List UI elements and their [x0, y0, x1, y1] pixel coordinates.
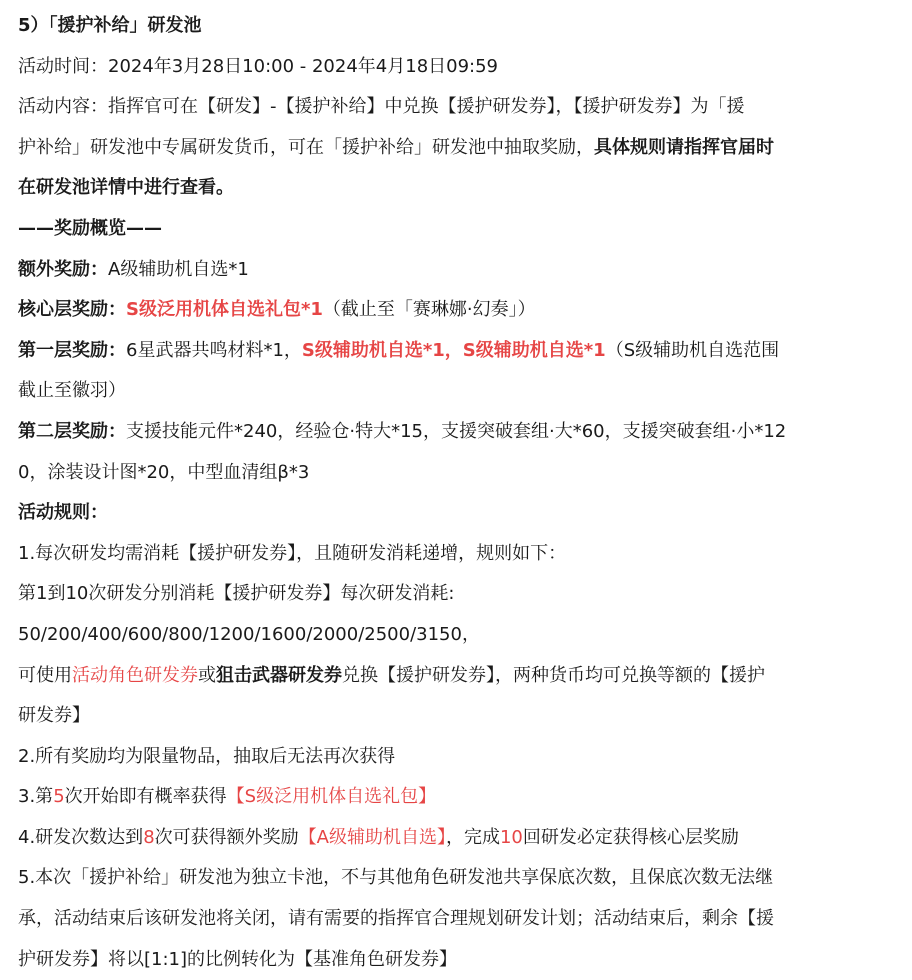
first-layer-reward: [18, 331, 894, 372]
rule-1-exchange-prefix: 可使用: [18, 664, 72, 686]
rule-3-middle: 次开始即有概率获得: [64, 786, 227, 808]
rules-heading: 活动规则：: [18, 502, 108, 524]
rule-1-cost-intro: 第1到10次研发分别消耗【援护研发券】每次研发消耗:: [18, 583, 455, 605]
reward-overview-heading: ——奖励概览——: [18, 217, 162, 239]
rule-1-exchange: [18, 656, 894, 697]
second-layer-reward-cont: 0，涂装设计图*20，中型血清组β*3: [18, 461, 310, 483]
core-reward-highlight: S级泛用机体自选礼包*1: [126, 299, 323, 321]
rule-5-line-2: 承，活动结束后该研发池将关闭，请有需要的指挥官合理规划研发计划；活动结束后，剩余【援: [18, 908, 774, 930]
rule-3-prefix: 3.第: [18, 786, 54, 808]
extra-reward-text: A级辅助机自选*1: [108, 258, 249, 280]
rule-1-exchange-or: 或: [198, 664, 216, 686]
rule-1-exchange-red: 活动角色研发券: [72, 664, 198, 686]
rule-4-prefix: 4.研发次数达到: [18, 826, 144, 848]
rule-5-line-1: 5.本次「援护补给」研发池为独立卡池，不与其他角色研发池共享保底次数，且保底次数无法继: [18, 867, 774, 889]
core-reward-note: （截止至「赛琳娜·幻奏」）: [322, 299, 536, 321]
first-layer-note: （S级辅助机自选范围: [605, 339, 780, 361]
rule-4-middle: 次可获得额外奖励: [154, 826, 299, 848]
rule-1-exchange-cont: 研发券】: [18, 705, 90, 727]
extra-reward-label: 额外奖励：: [18, 258, 108, 280]
first-layer-reward-cont: 截止至徽羽）: [18, 380, 126, 402]
rule-4-connector: ，完成: [445, 826, 500, 848]
activity-content-bold: 具体规则请指挥官届时: [594, 136, 774, 158]
first-layer-label: 第一层奖励：: [18, 339, 126, 361]
rule-4: [18, 818, 894, 859]
rule-4-suffix: 回研发必定获得核心层奖励: [522, 826, 739, 848]
rule-5-line-3: 护研发券】将以[1:1]的比例转化为【基准角色研发券】: [18, 948, 458, 970]
activity-time-value: 2024年3月28日10:00 - 2024年4月18日09:59: [108, 55, 499, 77]
first-layer-text: 6星武器共鸣材料*1，: [126, 339, 302, 361]
first-layer-highlight: S级辅助机自选*1，S级辅助机自选*1: [301, 339, 606, 361]
rule-4-number-2: 10: [499, 826, 523, 848]
activity-time: [18, 47, 894, 88]
rule-4-number: 8: [143, 826, 155, 848]
second-layer-reward: [18, 412, 894, 453]
rule-1: 1.每次研发均需消耗【援护研发券】，且随研发消耗递增，规则如下：: [18, 542, 567, 564]
rule-4-reward: 【A级辅助机自选】: [298, 826, 446, 848]
second-layer-text: 支援技能元件*240，经验仓·特大*15，支援突破套组·大*60，支援突破套组·小*12: [126, 420, 787, 442]
core-reward-label: 核心层奖励：: [18, 299, 126, 321]
activity-content-line-1: 活动内容：指挥官可在【研发】-【援护补给】中兑换【援护研发券】，【援护研发券】为「援: [18, 96, 745, 118]
activity-content-text: 护补给」研发池中专属研发货币，可在「援护补给」研发池中抽取奖励，: [18, 136, 594, 158]
core-reward: [18, 290, 894, 331]
rule-1-cost-values: 50/200/400/600/800/1200/1600/2000/2500/3150，: [18, 623, 480, 645]
extra-reward: [18, 250, 894, 291]
second-layer-label: 第二层奖励：: [18, 420, 126, 442]
rule-3-reward: 【S级泛用机体自选礼包】: [226, 786, 437, 808]
rule-3: [18, 777, 894, 818]
rule-1-exchange-suffix: 兑换【援护研发券】，两种货币均可兑换等额的【援护: [342, 664, 765, 686]
rule-2: 2.所有奖励均为限量物品，抽取后无法再次获得: [18, 745, 396, 767]
activity-content-line-3: 在研发池详情中进行查看。: [18, 177, 234, 199]
activity-time-label: 活动时间：: [18, 55, 108, 77]
rule-3-number: 5: [53, 786, 65, 808]
section-title: 5）「援护补给」研发池: [18, 15, 202, 36]
activity-content-line-2: [18, 128, 894, 169]
rule-1-exchange-bold: 狙击武器研发券: [216, 664, 342, 686]
